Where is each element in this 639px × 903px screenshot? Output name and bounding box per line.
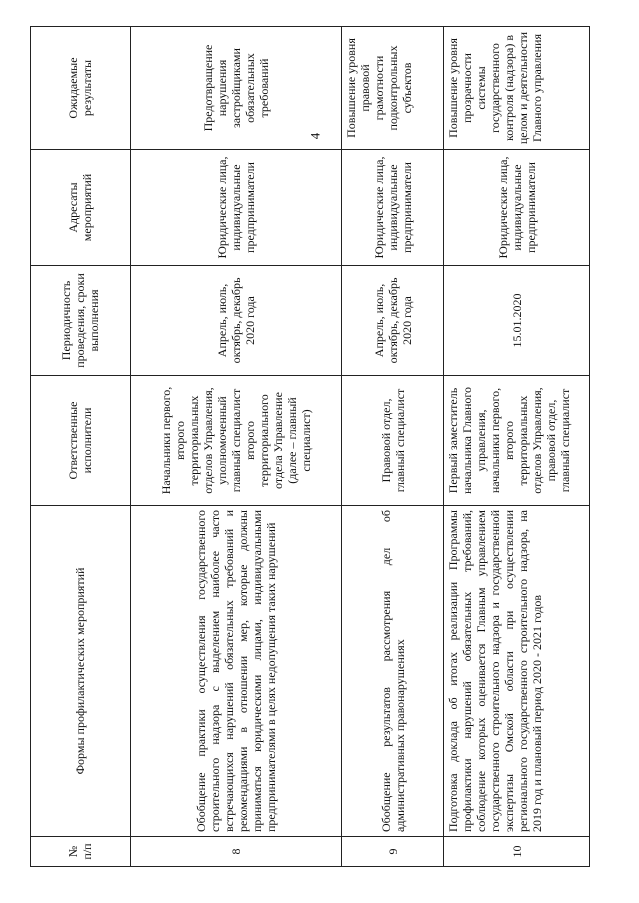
row-form: Обобщение практики осуществления государственного строительного надзора с выделением наиболее часто встречающихся нарушений обязательных требований и рекомендациями в отношении мер, которые должны приниматься юридическими лицами, индивидуальными предпринимателями в целях недопущения таких нарушений bbox=[130, 506, 341, 837]
header-period: Периодичность проведения, сроки выполнения bbox=[31, 266, 131, 376]
header-recipients: Адресаты мероприятий bbox=[31, 150, 131, 266]
row-form: Подготовка доклада об итогах реализации Программы профилактики нарушений обязательных требований, соблюдение которых оценивается Главным управлением государственного строительного надзора и государственной экспертизы Омской области при осуществлении регионального государственного строительного надзора, на 2019 год и плановый период 2020 - 2021 годов bbox=[444, 506, 590, 837]
row-form: Обобщение результатов рассмотрения дел об административных правонарушениях bbox=[341, 506, 443, 837]
row-num: 8 bbox=[130, 837, 341, 867]
table-header-row bbox=[31, 27, 131, 867]
row-executors: Первый заместитель начальника Главного управления, начальники первого, второго территориальных отделов Управления, правовой отдел, главный специалист bbox=[444, 376, 590, 506]
header-results: Ожидаемые результаты bbox=[31, 27, 131, 150]
row-num: 9 bbox=[341, 837, 443, 867]
header-form: Формы профилактических мероприятий bbox=[31, 506, 131, 837]
row-recipients: Юридические лица, индивидуальные предприниматели bbox=[444, 150, 590, 266]
header-num: № п/п bbox=[31, 837, 131, 867]
table-row bbox=[444, 27, 590, 867]
row-period: 15.01.2020 bbox=[444, 266, 590, 376]
row-executors: Правовой отдел, главный специалист bbox=[341, 376, 443, 506]
table-row bbox=[341, 27, 443, 867]
document-table-container bbox=[30, 27, 590, 867]
row-period: Апрель, июль, октябрь, декабрь 2020 года bbox=[130, 266, 341, 376]
row-results: Повышение уровня прозрачности системы государственного контроля (надзора) в целом и деятельности Главного управления bbox=[444, 27, 590, 150]
row-num: 10 bbox=[444, 837, 590, 867]
row-executors: Начальники первого, второго территориальных отделов Управления, уполномоченный главный специалист второго территориального отдела Управление (далее – главный специалист) bbox=[130, 376, 341, 506]
page-number: 4 bbox=[307, 132, 323, 140]
row-results: Предотвращение нарушения застройщиками обязательных требований bbox=[130, 27, 341, 150]
row-recipients: Юридические лица, индивидуальные предприниматели bbox=[130, 150, 341, 266]
measures-table bbox=[30, 26, 590, 867]
header-executors: Ответственные исполнители bbox=[31, 376, 131, 506]
table-row bbox=[130, 27, 341, 867]
row-results: Повышение уровня правовой грамотности подконтрольных субъектов bbox=[341, 27, 443, 150]
row-period: Апрель, июль, октябрь, декабрь 2020 года bbox=[341, 266, 443, 376]
row-recipients: Юридические лица, индивидуальные предприниматели bbox=[341, 150, 443, 266]
